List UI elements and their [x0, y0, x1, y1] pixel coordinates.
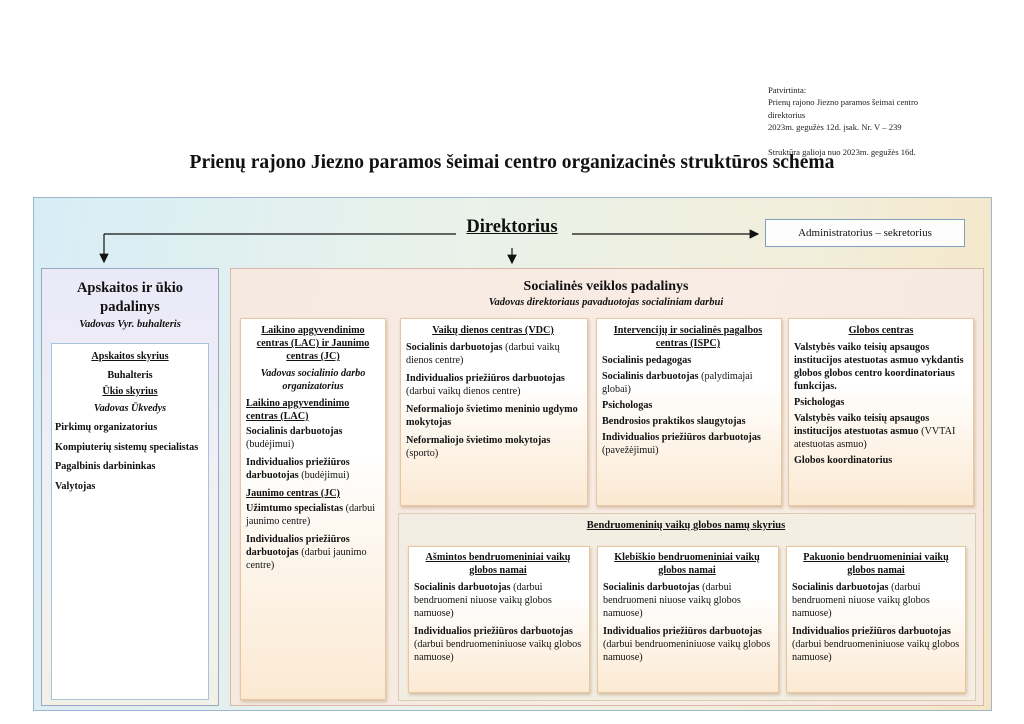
care-center-content	[794, 324, 968, 470]
dept-facilities-title: Ūkio skyrius	[102, 386, 158, 397]
list-item: Valstybės vaiko teisių apsaugos institucijos atestuotas asmuo (VVTAI atestuotas asmuo)	[794, 413, 956, 450]
home-content-pakuonio	[792, 551, 960, 669]
social-unit-head: Vadovas direktoriaus pavaduotojas socialiniam darbui	[488, 297, 724, 308]
list-item: Globos koordinatorius	[794, 455, 893, 466]
lac-subtitle: Laikino apgyvendinimo centras (LAC)	[246, 398, 350, 422]
dept-facilities-head: Vadovas Ūkvedys	[93, 402, 167, 414]
home-title: Klebiškio bendruomeniniai vaikų globos namai	[614, 552, 760, 576]
ispc-content	[602, 324, 774, 460]
lac-jc-content	[246, 324, 380, 577]
role-it-specialist: Kompiuterių sistemų specialistas	[55, 441, 199, 453]
list-item: Individualios priežiūros darbuotojas (pavežėjimui)	[602, 432, 761, 456]
ispc-title: Intervencijų ir socialinės pagalbos centras (ISPC)	[613, 325, 763, 349]
accounting-unit-title: Apskaitos ir ūkio padalinys	[76, 280, 184, 315]
list-item: Socialinis darbuotojas (budėjimui)	[246, 426, 343, 450]
list-item: Neformaliojo švietimo mokytojas (sporto)	[406, 435, 551, 459]
director-label: Direktorius	[466, 217, 558, 237]
list-item: Bendrosios praktikos slaugytojas	[602, 416, 746, 427]
home-title: Pakuonio bendruomeniniai vaikų globos namai	[803, 552, 949, 576]
list-item: Socialinis darbuotojas (palydimajai globai)	[602, 371, 753, 395]
page-title: Prienų rajono Jiezno paramos šeimai centro organizacinės struktūros schema	[189, 152, 835, 173]
list-item: Individualios priežiūros darbuotojas (darbui jaunimo centre)	[246, 534, 367, 571]
list-item: Socialinis pedagogas	[602, 355, 692, 366]
lac-jc-head: Vadovas socialinio darbo organizatorius	[260, 368, 366, 392]
accounting-departments-list	[55, 350, 205, 499]
social-unit-title: Socialinės veiklos padalinys	[523, 279, 689, 294]
role-cleaner: Valytojas	[55, 480, 96, 492]
role-accountant: Buhalteris	[107, 369, 153, 381]
list-item: Užimtumo specialistas (darbui jaunimo centre)	[246, 503, 376, 527]
list-item: Individualios priežiūros darbuotojas (darbui vaikų dienos centre)	[406, 373, 565, 397]
list-item: Psichologas	[602, 400, 653, 411]
list-item: Valstybės vaiko teisių apsaugos institucijos atestuotas asmuo vykdantis globos globos centro koordinatoriaus funkcijas.	[794, 342, 964, 392]
list-item: Psichologas	[794, 397, 845, 408]
vdc-content	[406, 324, 580, 465]
list-item: Individualios priežiūros darbuotojas (darbui bendruomeniniuose vaikų globos namuose)	[603, 626, 771, 663]
list-item: Neformaliojo švietimo meninio ugdymo mokytojas	[406, 404, 578, 428]
list-item: Individualios priežiūros darbuotojas (budėjimui)	[246, 457, 350, 481]
community-homes-title: Bendruomeninių vaikų globos namų skyrius	[586, 520, 786, 531]
vdc-title: Vaikų dienos centras (VDC)	[432, 325, 554, 336]
role-procurement: Pirkimų organizatorius	[55, 422, 158, 433]
validity-line: Struktūra galioja nuo 2023m. gegužės 16d.	[768, 146, 916, 157]
admin-secretary-box: Administratorius – sekretorius	[765, 219, 965, 247]
home-title: Ašmintos bendruomeniniai vaikų globos namai	[425, 552, 571, 576]
home-content-asmintos	[414, 551, 582, 669]
role-helper: Pagalbinis darbininkas	[55, 461, 156, 472]
jc-subtitle: Jaunimo centras (JC)	[246, 488, 340, 499]
list-item: Socialinis darbuotojas (darbui bendruomeni niuose vaikų globos namuose)	[792, 582, 930, 619]
list-item: Individualios priežiūros darbuotojas (darbui bendruomeniniuose vaikų globos namuose)	[414, 626, 582, 663]
approval-line: 2023m. gegužės 12d. įsak. Nr. V – 239	[768, 122, 902, 133]
approval-line: Patvirtinta:	[768, 85, 807, 95]
lac-jc-title: Laikino apgyvendinimo centras (LAC) ir Jaunimo centras (JC)	[256, 325, 370, 362]
list-item: Socialinis darbuotojas (darbui bendruomeni niuose vaikų globos namuose)	[603, 582, 741, 619]
accounting-unit-head: Vadovas Vyr. buhalteris	[79, 319, 181, 330]
dept-accounting-title: Apskaitos skyrius	[91, 351, 169, 362]
approval-line: Prienų rajono Jiezno paramos šeimai centro	[768, 97, 919, 108]
list-item: Socialinis darbuotojas (darbui bendruomeni niuose vaikų globos namuose)	[414, 582, 552, 619]
care-center-title: Globos centras	[848, 325, 914, 336]
list-item: Individualios priežiūros darbuotojas (darbui bendruomeniniuose vaikų globos namuose)	[792, 626, 960, 663]
home-content-klebiskio	[603, 551, 771, 669]
list-item: Socialinis darbuotojas (darbui vaikų dienos centre)	[406, 342, 560, 366]
approval-line: direktorius	[768, 109, 806, 120]
